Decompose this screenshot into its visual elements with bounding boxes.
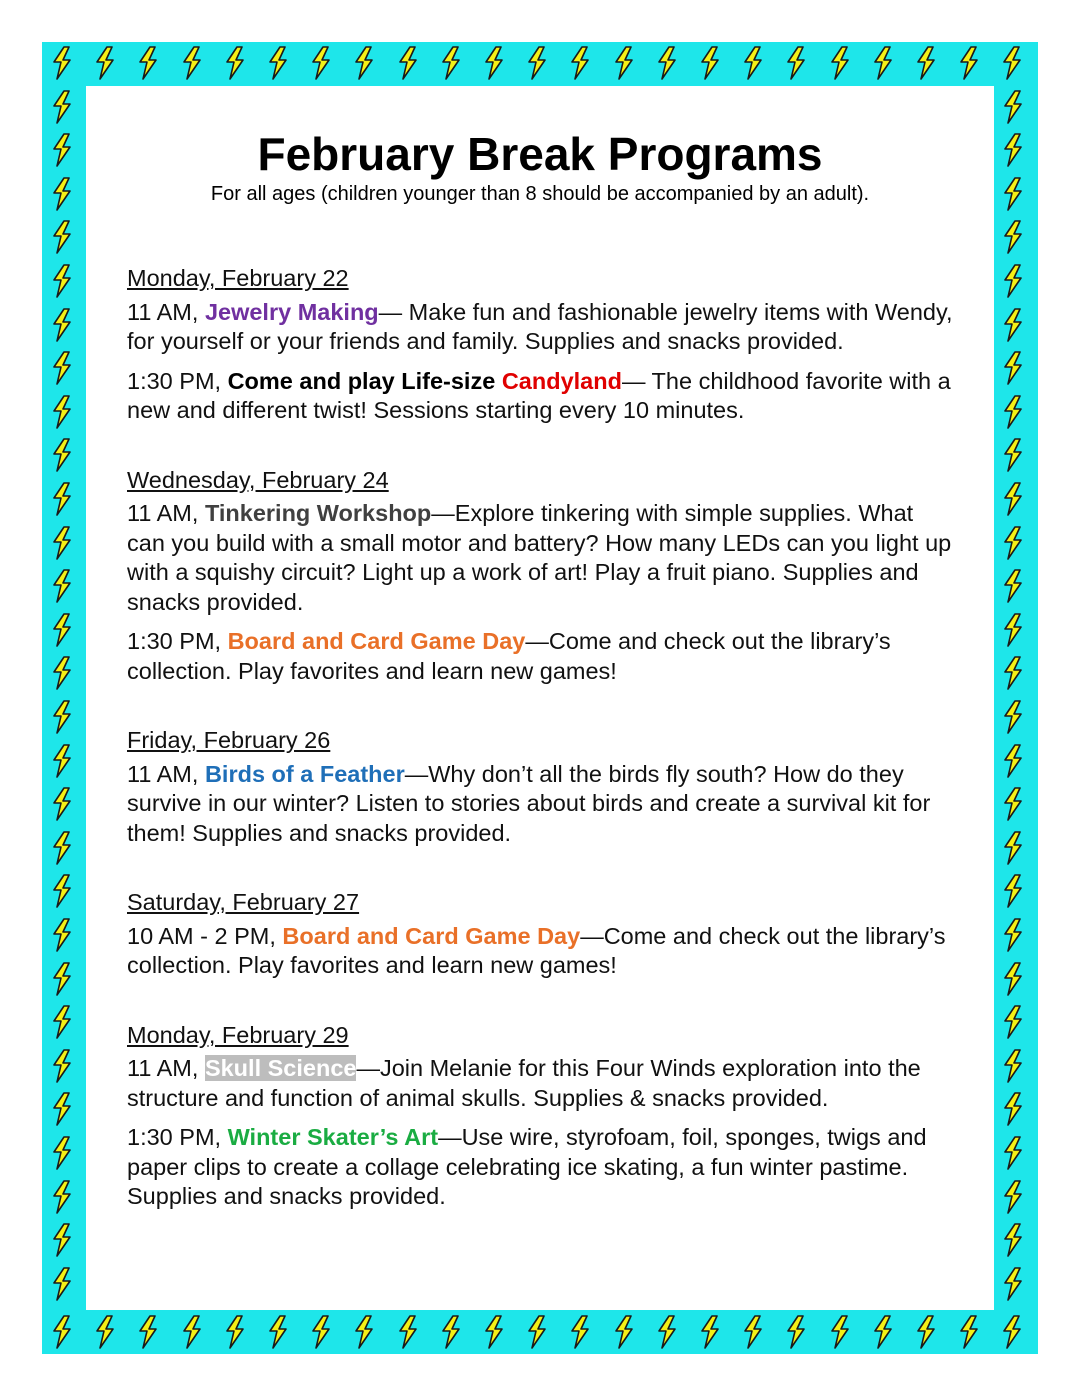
lightning-bolt-icon	[1001, 786, 1025, 822]
program-entry	[127, 367, 957, 426]
lightning-bolt-icon	[914, 1314, 938, 1350]
lightning-bolt-icon	[439, 1314, 463, 1350]
lightning-bolt-icon	[396, 1314, 420, 1350]
program-name: Board and Card Game Day	[282, 922, 581, 949]
lightning-bolt-icon	[568, 1314, 592, 1350]
lightning-bolt-icon	[1001, 1135, 1025, 1171]
day-heading: Monday, February 29	[127, 1021, 349, 1048]
program-time: 1:30 PM,	[127, 1124, 228, 1150]
program-name: Winter Skater’s Art	[227, 1124, 439, 1150]
lightning-bolt-icon	[1001, 1266, 1025, 1302]
lightning-bolt-icon	[50, 961, 74, 997]
day-heading: Friday, February 26	[127, 727, 331, 753]
program-entry	[127, 1054, 957, 1113]
lightning-bolt-icon	[50, 830, 74, 866]
lightning-bolt-icon	[784, 1314, 808, 1350]
day-section	[127, 888, 957, 981]
lightning-bolt-icon	[352, 1314, 376, 1350]
program-time: 11 AM,	[127, 298, 205, 325]
lightning-bolt-icon	[1001, 132, 1025, 168]
lightning-bolt-icon	[50, 89, 74, 125]
lightning-bolt-icon	[50, 612, 74, 648]
lightning-bolt-icon	[50, 307, 74, 343]
program-description: — Make fun and fashionable jewelry items with Wendy, for yourself or your friends and family. Supplies and snacks provided.	[127, 298, 953, 354]
lightning-bolt-icon	[136, 1314, 160, 1350]
lightning-bolt-icon	[612, 45, 636, 81]
lightning-bolt-icon	[1001, 1179, 1025, 1215]
day-heading: Wednesday, February 24	[127, 466, 389, 493]
lightning-bolt-icon	[93, 1314, 117, 1350]
program-description: — The childhood favorite with a new and different twist! Sessions starting every 10 minutes.	[127, 367, 951, 423]
lightning-bolt-icon	[50, 699, 74, 735]
day-section	[127, 466, 957, 687]
lightning-bolt-icon	[50, 263, 74, 299]
lightning-bolt-icon	[50, 176, 74, 212]
program-description: —Why don’t all the birds fly south? How do they survive in our winter? Listen to stories about birds and create a survival kit for them! Supplies and snacks provided.	[127, 760, 931, 846]
lightning-bolt-icon	[396, 45, 420, 81]
lightning-bolt-icon	[266, 1314, 290, 1350]
program-entry	[127, 627, 957, 686]
lightning-bolt-icon	[266, 45, 290, 81]
lightning-bolt-icon	[1001, 961, 1025, 997]
lightning-bolt-icon	[1001, 307, 1025, 343]
lightning-bolt-icon	[741, 1314, 765, 1350]
program-entry	[127, 298, 957, 357]
lightning-bolt-icon	[50, 1314, 74, 1350]
lightning-bolt-icon	[655, 45, 679, 81]
lightning-bolt-icon	[1001, 350, 1025, 386]
lightning-bolt-icon	[50, 481, 74, 517]
program-name: Jewelry Making	[204, 298, 379, 325]
program-schedule	[127, 264, 957, 1212]
lightning-bolt-icon	[50, 1222, 74, 1258]
lightning-bolt-icon	[957, 1314, 981, 1350]
lightning-bolt-icon	[1001, 89, 1025, 125]
lightning-bolt-icon	[1001, 525, 1025, 561]
program-time: 10 AM - 2 PM,	[127, 922, 283, 949]
lightning-bolt-icon	[50, 1048, 74, 1084]
day-section	[127, 726, 957, 848]
lightning-bolt-icon	[50, 350, 74, 386]
program-name: Skull Science	[204, 1055, 357, 1081]
lightning-bolt-icon	[1001, 917, 1025, 953]
program-description: —Use wire, styrofoam, foil, sponges, twigs and paper clips to create a collage celebrating ice skating, a fun winter pastime. Supplies and snacks provided.	[127, 1124, 927, 1209]
lightning-bolt-icon	[180, 45, 204, 81]
program-description: —Come and check out the library’s collection. Play favorites and learn new games!	[127, 922, 946, 978]
day-heading: Monday, February 22	[127, 265, 349, 291]
program-name: Come and play Life-size	[227, 367, 502, 394]
lightning-bolt-icon	[93, 45, 117, 81]
lightning-bolt-icon	[180, 1314, 204, 1350]
lightning-bolt-icon	[50, 917, 74, 953]
lightning-bolt-icon	[1001, 219, 1025, 255]
program-name: Candyland	[501, 367, 622, 394]
lightning-bolt-icon	[1001, 176, 1025, 212]
program-time: 1:30 PM,	[127, 367, 228, 394]
lightning-bolt-icon	[1001, 655, 1025, 691]
lightning-bolt-icon	[50, 525, 74, 561]
lightning-bolt-icon	[482, 1314, 506, 1350]
program-description: —Join Melanie for this Four Winds exploration into the structure and function of animal skulls. Supplies & snacks provided.	[127, 1055, 921, 1111]
lightning-bolt-icon	[136, 45, 160, 81]
lightning-bolt-icon	[828, 1314, 852, 1350]
day-section	[127, 1021, 957, 1212]
lightning-bolt-icon	[871, 1314, 895, 1350]
lightning-bolt-icon	[568, 45, 592, 81]
lightning-bolt-icon	[50, 655, 74, 691]
program-description: —Come and check out the library’s collection. Play favorites and learn new games!	[127, 628, 891, 684]
lightning-bolt-icon	[50, 1179, 74, 1215]
program-name: Tinkering Workshop	[204, 500, 432, 526]
program-entry	[127, 1123, 957, 1212]
lightning-bolt-icon	[741, 45, 765, 81]
lightning-bolt-icon	[1001, 437, 1025, 473]
lightning-bolt-icon	[50, 1004, 74, 1040]
program-time: 11 AM,	[127, 760, 205, 787]
day-heading: Saturday, February 27	[127, 889, 360, 915]
lightning-bolt-icon	[698, 1314, 722, 1350]
day-section	[127, 264, 957, 426]
lightning-bolt-icon	[309, 1314, 333, 1350]
lightning-bolt-icon	[50, 394, 74, 430]
program-name: Board and Card Game Day	[227, 628, 526, 654]
lightning-bolt-icon	[223, 45, 247, 81]
lightning-bolt-icon	[1001, 263, 1025, 299]
flyer-title: February Break Programs	[257, 128, 823, 180]
lightning-bolt-icon	[50, 1091, 74, 1127]
program-description: —Explore tinkering with simple supplies. What can you build with a small motor and battery? How many LEDs can you light up with a squishy circuit? Light up a work of art! Play a fruit piano. Supplies and snacks provided.	[127, 500, 952, 615]
program-entry	[127, 499, 957, 617]
lightning-bolt-icon	[50, 132, 74, 168]
lightning-bolt-icon	[1001, 612, 1025, 648]
lightning-bolt-icon	[223, 1314, 247, 1350]
lightning-bolt-icon	[1001, 1048, 1025, 1084]
lightning-bolt-icon	[50, 873, 74, 909]
program-time: 11 AM,	[127, 1055, 205, 1081]
lightning-bolt-icon	[698, 45, 722, 81]
lightning-bolt-icon	[352, 45, 376, 81]
lightning-bolt-icon	[1001, 830, 1025, 866]
lightning-bolt-icon	[1001, 1004, 1025, 1040]
lightning-bolt-icon	[1001, 568, 1025, 604]
lightning-bolt-icon	[612, 1314, 636, 1350]
lightning-bolt-icon	[50, 743, 74, 779]
program-entry	[127, 922, 957, 981]
program-time: 11 AM,	[127, 500, 205, 526]
lightning-bolt-icon	[784, 45, 808, 81]
lightning-bolt-icon	[1001, 743, 1025, 779]
lightning-bolt-icon	[439, 45, 463, 81]
lightning-bolt-icon	[1000, 1314, 1024, 1350]
lightning-bolt-icon	[50, 1266, 74, 1302]
lightning-bolt-icon	[1001, 873, 1025, 909]
lightning-bolt-icon	[655, 1314, 679, 1350]
lightning-bolt-icon	[1001, 481, 1025, 517]
lightning-bolt-icon	[914, 45, 938, 81]
lightning-bolt-icon	[828, 45, 852, 81]
lightning-bolt-icon	[1001, 699, 1025, 735]
lightning-bolt-icon	[482, 45, 506, 81]
lightning-bolt-icon	[1000, 45, 1024, 81]
flyer-subtitle: For all ages (children younger than 8 should be accompanied by an adult).	[210, 183, 870, 205]
lightning-bolt-icon	[309, 45, 333, 81]
lightning-bolt-icon	[1001, 1091, 1025, 1127]
program-name: Birds of a Feather	[204, 760, 405, 787]
lightning-bolt-icon	[1001, 1222, 1025, 1258]
lightning-bolt-icon	[50, 1135, 74, 1171]
lightning-bolt-icon	[1001, 394, 1025, 430]
lightning-bolt-icon	[50, 568, 74, 604]
lightning-bolt-icon	[50, 786, 74, 822]
lightning-bolt-icon	[50, 437, 74, 473]
lightning-bolt-icon	[525, 1314, 549, 1350]
program-time: 1:30 PM,	[127, 628, 228, 654]
lightning-bolt-icon	[957, 45, 981, 81]
lightning-bolt-icon	[525, 45, 549, 81]
lightning-bolt-icon	[871, 45, 895, 81]
lightning-bolt-icon	[50, 219, 74, 255]
program-entry	[127, 760, 957, 849]
lightning-bolt-icon	[50, 45, 74, 81]
